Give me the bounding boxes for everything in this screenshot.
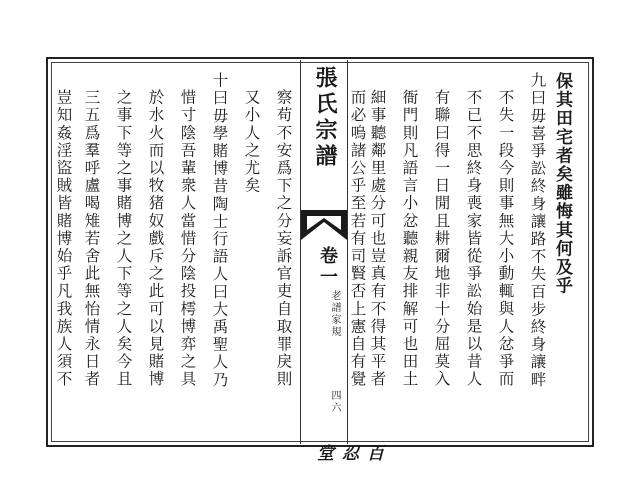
text-line-l4: 惜寸陰吾輩衆人當惜分陰投樗博弈之具 [178,89,197,389]
text-line-l2: 又小人之尤矣 [242,89,261,195]
volume-label: 卷一 [317,246,338,288]
text-line-r5: 衙門則凡語言小忿聽親友排解可也田土 [400,89,419,389]
text-line-l8: 豈知姦淫盜賊皆賭博始乎凡我族人須不 [54,89,73,389]
section-heading: 保其田宅者矣雖悔其何及乎 [552,72,572,296]
text-line-l5: 於水火而以牧猪奴戲斥之此可以見賭博 [146,89,165,389]
text-line-l3: 十曰毋學賭博昔陶士行語人曰大禹聖人乃 [210,72,229,389]
section-label: 老譜家規 [329,290,340,338]
text-line-r4: 有聯曰得一日閒且耕爾地非十分屈莫入 [432,89,451,389]
text-line-r1: 九曰毋喜爭訟終身讓路不失百步終身讓畔 [528,72,547,389]
fish-tail-mark [301,210,347,240]
text-line-r6: 細事聽鄰里處分可也豈真有不得其平者 [368,89,387,389]
page-number: 四六 [329,390,340,414]
text-line-l7: 三五爲羣呼盧喝雉若舍此無怡情永日者 [82,89,101,389]
text-line-r3: 不已不思終身喪家皆從爭訟始是以昔人 [464,89,483,389]
text-line-l1: 察苟不安爲下之分妄訴官吏自取罪戾則 [274,89,293,389]
text-line-r2: 不失一段今則事無大小動輒與人忿爭而 [496,89,515,389]
text-line-l6: 之事下等之事賭博之人下等之人矣今且 [114,89,133,389]
spine-title: 張氏宗譜 [312,66,338,170]
publisher-name: 百忍堂 [313,444,383,466]
text-line-r7-visible: 而必嗚諸公乎至若有司賢否上憲自有覺 [348,89,367,389]
